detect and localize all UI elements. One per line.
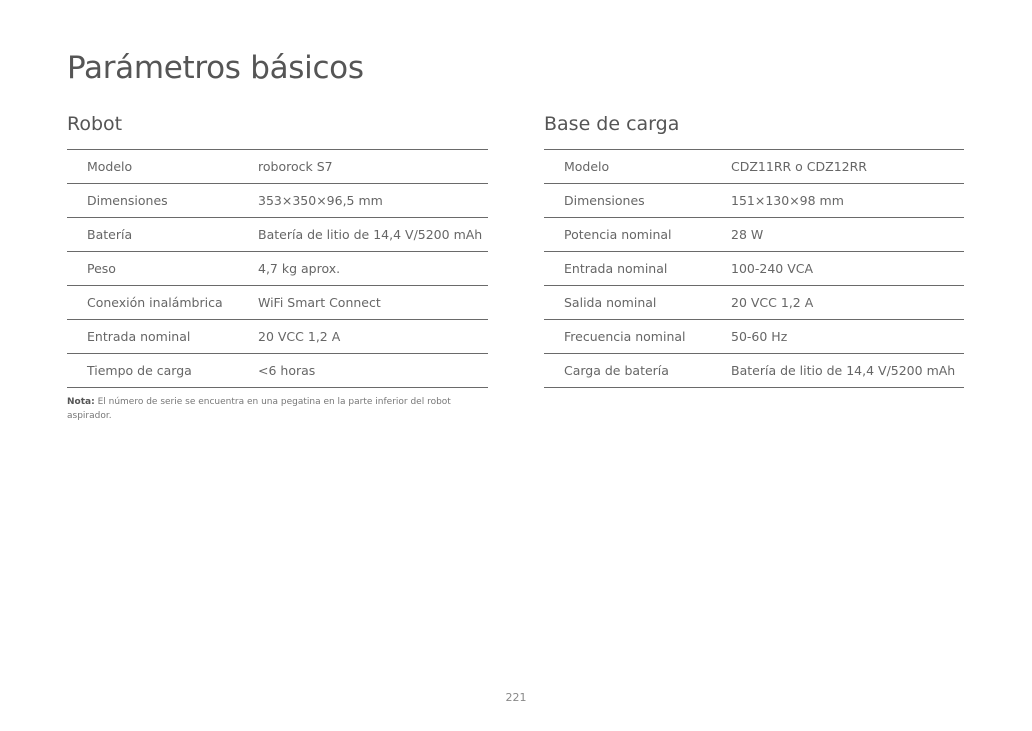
spec-value: <6 horas — [258, 354, 488, 388]
spec-label: Batería — [67, 218, 258, 252]
spec-label: Entrada nominal — [67, 320, 258, 354]
spec-label: Peso — [67, 252, 258, 286]
table-row — [544, 184, 964, 218]
spec-label: Dimensiones — [544, 184, 731, 218]
table-row — [67, 150, 488, 184]
spec-value: 20 VCC 1,2 A — [258, 320, 488, 354]
spec-label: Modelo — [67, 150, 258, 184]
table-row — [544, 218, 964, 252]
base-spec-table — [544, 149, 964, 388]
spec-label: Entrada nominal — [544, 252, 731, 286]
spec-label: Tiempo de carga — [67, 354, 258, 388]
spec-label: Frecuencia nominal — [544, 320, 731, 354]
base-section — [544, 111, 964, 388]
spec-value: roborock S7 — [258, 150, 488, 184]
page-number: 221 — [505, 691, 527, 704]
table-row — [67, 184, 488, 218]
table-row — [544, 252, 964, 286]
spec-value: WiFi Smart Connect — [258, 286, 488, 320]
spec-value: 151×130×98 mm — [731, 184, 964, 218]
spec-value: 100-240 VCA — [731, 252, 964, 286]
base-section-title: Base de carga — [544, 113, 680, 135]
footnote — [67, 395, 467, 423]
table-row — [67, 354, 488, 388]
table-row — [67, 252, 488, 286]
spec-value: Batería de litio de 14,4 V/5200 mAh — [258, 218, 488, 252]
table-row — [67, 218, 488, 252]
spec-label: Carga de batería — [544, 354, 731, 388]
spec-value: 28 W — [731, 218, 964, 252]
table-row — [544, 286, 964, 320]
spec-label: Conexión inalámbrica — [67, 286, 258, 320]
spec-label: Dimensiones — [67, 184, 258, 218]
robot-section-title: Robot — [67, 113, 123, 135]
spec-value: 20 VCC 1,2 A — [731, 286, 964, 320]
table-row — [544, 150, 964, 184]
robot-spec-table — [67, 149, 488, 388]
table-row — [544, 354, 964, 388]
page-title: Parámetros básicos — [67, 50, 364, 86]
table-row — [67, 286, 488, 320]
spec-label: Salida nominal — [544, 286, 731, 320]
spec-value: 4,7 kg aprox. — [258, 252, 488, 286]
table-row — [544, 320, 964, 354]
robot-section — [67, 111, 488, 388]
footnote-label: Nota: — [67, 397, 95, 407]
spec-label: Modelo — [544, 150, 731, 184]
table-row — [67, 320, 488, 354]
spec-value: Batería de litio de 14,4 V/5200 mAh — [731, 354, 964, 388]
footnote-text: El número de serie se encuentra en una pegatina en la parte inferior del robot aspirador. — [67, 397, 451, 421]
spec-value: CDZ11RR o CDZ12RR — [731, 150, 964, 184]
spec-value: 353×350×96,5 mm — [258, 184, 488, 218]
spec-value: 50-60 Hz — [731, 320, 964, 354]
spec-label: Potencia nominal — [544, 218, 731, 252]
